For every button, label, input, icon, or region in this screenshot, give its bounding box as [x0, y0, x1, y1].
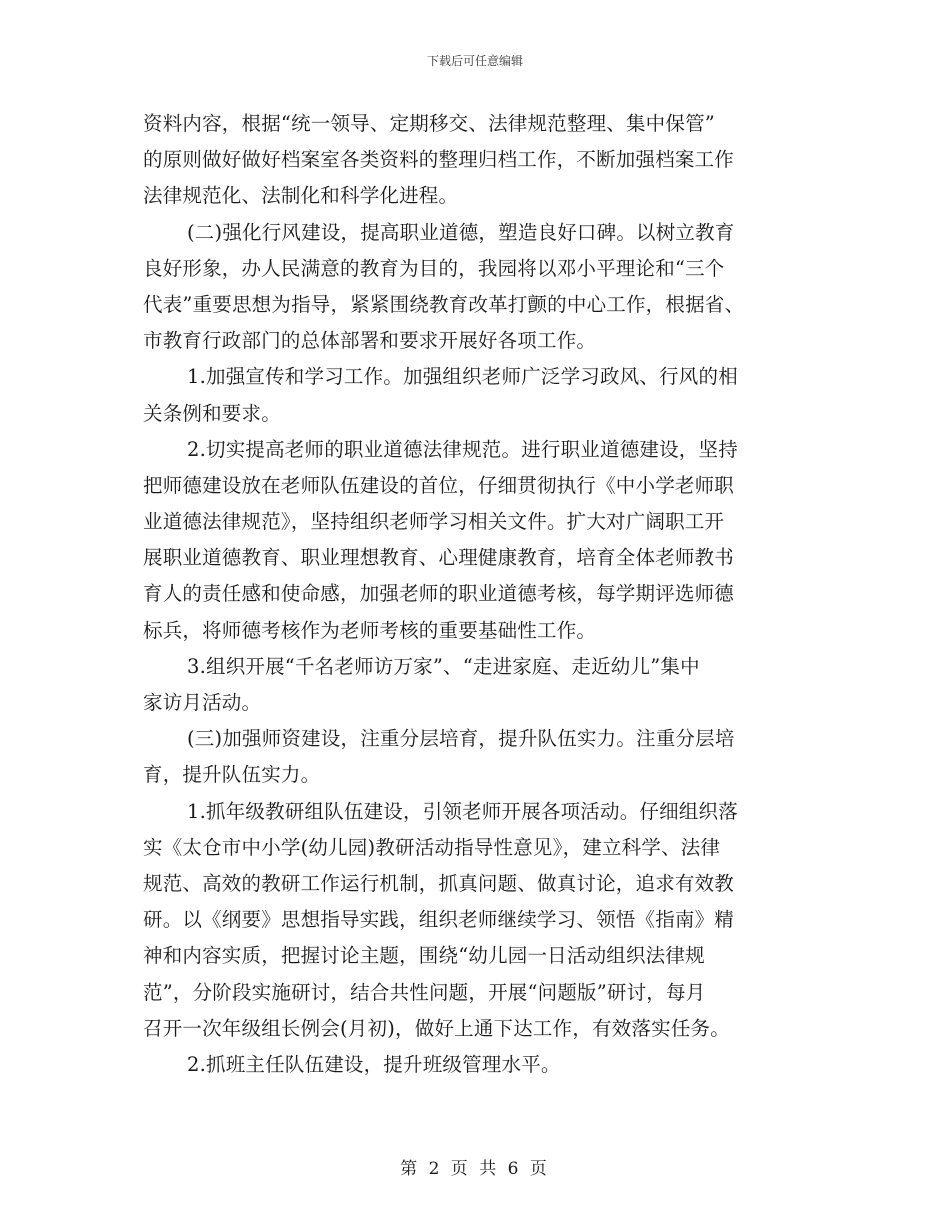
text-line: 良好形象，办人民满意的教育为目的，我园将以邓小平理论和“三个	[143, 256, 725, 280]
page-header: 下载后可任意编辑	[426, 54, 523, 68]
text-line: 市教育行政部门的总体部署和要求开展好各项工作。	[143, 329, 597, 353]
text-line: 业道德法律规范》，坚持组织老师学习相关文件。扩大对广阔职工开	[143, 510, 725, 534]
text-line: 展职业道德教育、职业理想教育、心理健康教育，培育全体老师教书	[143, 546, 735, 570]
text-line: 规范、高效的教研工作运行机制，抓真问题、做真讨论，追求有效教	[143, 871, 735, 895]
text-line: 的原则做好做好档案室各类资料的整理归档工作，不断加强档案工作	[143, 148, 735, 172]
text-line: 代表”重要思想为指导，紧紧围绕教育改革打颤的中心工作，根据省、	[143, 292, 745, 316]
text-line: 1.抓年级教研组队伍建设，引领老师开展各项活动。仔细组织落	[187, 799, 738, 823]
text-line: 法律规范化、法制化和科学化进程。	[143, 184, 459, 208]
text-line: 把师德建设放在老师队伍建设的首位，仔细贯彻执行《中小学老师职	[143, 473, 735, 497]
text-line: (二)强化行风建设，提高职业道德，塑造良好口碑。以树立教育	[187, 220, 735, 244]
text-line: 1.加强宣传和学习工作。加强组织老师广泛学习政风、行风的相	[187, 365, 738, 389]
text-line: 育，提升队伍实力。	[143, 763, 321, 787]
document-body	[143, 106, 813, 1083]
text-line: 家访月活动。	[143, 691, 262, 714]
text-line: (三)加强师资建设，注重分层培育，提升队伍实力。注重分层培	[187, 727, 735, 751]
page-footer: 第 2 页 共 6 页	[400, 1159, 550, 1179]
text-line: 标兵，将师德考核作为老师考核的重要基础性工作。	[143, 618, 597, 642]
text-line: 3.组织开展“千名老师访万家”、“走进家庭、走近幼儿”集中	[187, 654, 700, 678]
text-line: 2.抓班主任队伍建设，提升班级管理水平。	[187, 1052, 561, 1076]
text-line: 神和内容实质，把握讨论主题，围绕“幼儿园一日活动组织法律规	[143, 944, 705, 968]
text-line: 实《太仓市中小学(幼儿园)教研活动指导性意见》，建立科学、法律	[143, 835, 721, 859]
text-line: 关条例和要求。	[143, 401, 281, 425]
text-line: 育人的责任感和使命感，加强老师的职业道德考核，每学期评选师德	[143, 582, 735, 606]
text-line: 研。以《纲要》思想指导实践，组织老师继续学习、领悟《指南》精	[143, 908, 735, 932]
text-line: 资料内容，根据“统一领导、定期移交、法律规范整理、集中保管”	[143, 112, 715, 135]
text-line: 范”，分阶段实施研讨，结合共性问题，开展“问题版”研讨，每月	[143, 980, 706, 1004]
text-line: 召开一次年级组长例会(月初)，做好上通下达工作，有效落实任务。	[143, 1016, 730, 1040]
text-line: 2.切实提高老师的职业道德法律规范。进行职业道德建设，坚持	[187, 437, 738, 461]
